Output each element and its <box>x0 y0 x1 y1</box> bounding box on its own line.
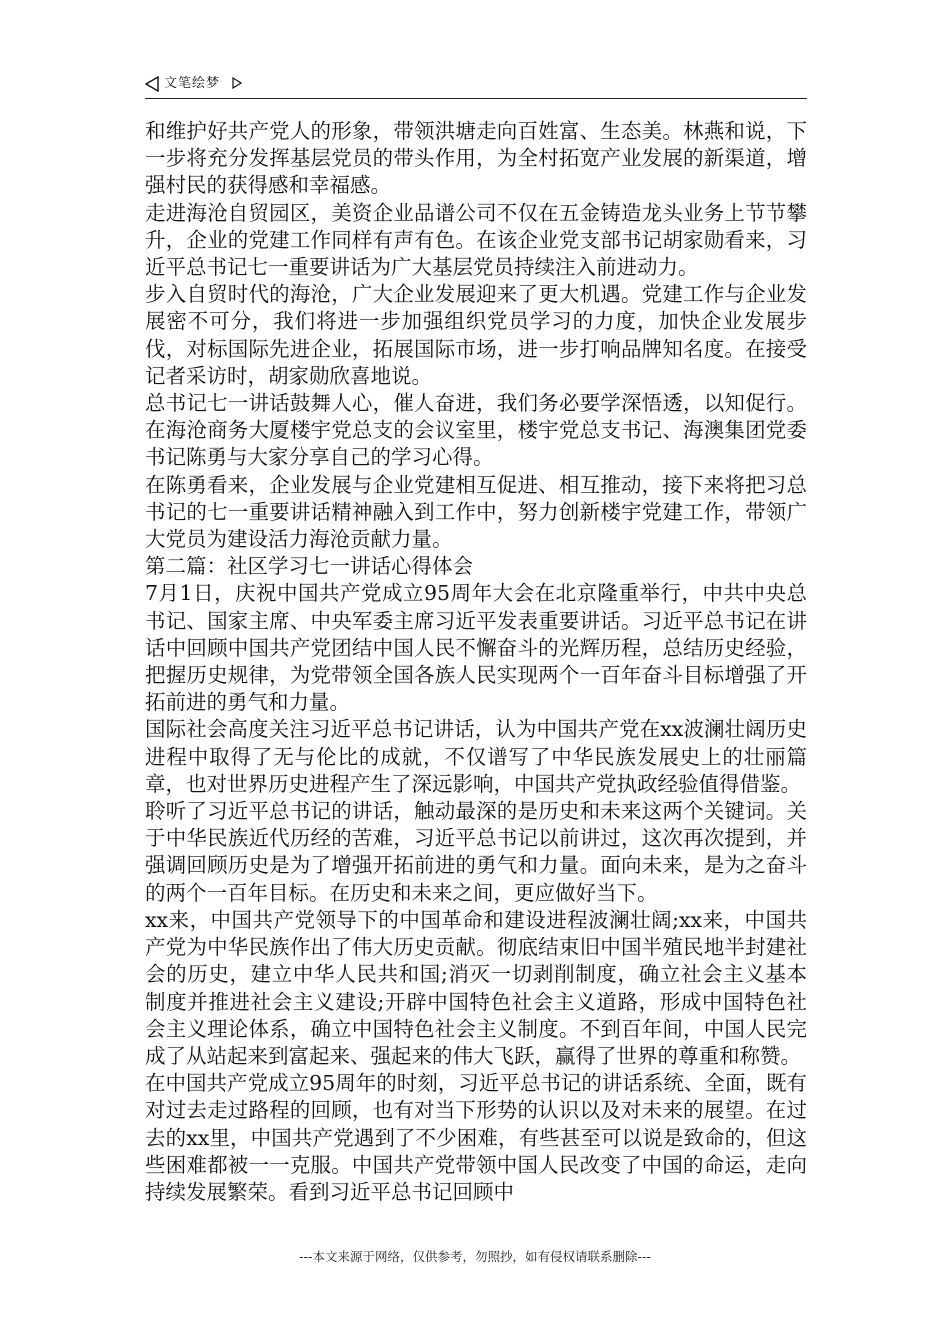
paragraph: 在中国共产党成立95周年的时刻，习近平总书记的讲话系统、全面，既有对过去走过路程的回顾，也有对当下形势的认识以及对未来的展望。在过去的xx里，中国共产党遇到了不少困难，有些甚至可以说是致命的，但这些困难都被一一克服。中国共产党带领中国人民改变了中国的命运，走向持续发展繁荣。看到习近平总书记回顾中 <box>145 1071 807 1204</box>
brand-name: 文笔绘梦 <box>164 76 221 91</box>
footer-disclaimer: ---本文来源于网络，仅供参考，勿照抄，如有侵权请联系删除--- <box>298 1249 652 1264</box>
paragraph: 7月1日，庆祝中国共产党成立95周年大会在北京隆重举行，中共中央总书记、国家主席、中央军委主席习近平发表重要讲话。习近平总书记在讲话中回顾中国共产党团结中国人民不懈奋斗的光辉历程，总结历史经验，把握历史规律，为党带领全国各族人民实现两个一百年奋斗目标增强了开拓前进的勇气和力量。 <box>145 581 807 715</box>
section-heading: 第二篇：社区学习七一讲话心得体会 <box>145 554 473 579</box>
document-body <box>145 118 807 1206</box>
header-divider <box>145 98 807 99</box>
paragraph: 国际社会高度关注习近平总书记讲话，认为中国共产党在xx波澜壮阔历史进程中取得了无与伦比的成就，不仅谱写了中华民族发展史上的壮丽篇章，也对世界历史进程产生了深远影响，中国共产党执政经验值得借鉴。 <box>145 717 807 796</box>
page-header <box>145 74 807 98</box>
paragraph: 和维护好共产党人的形象，带领洪塘走向百姓富、生态美。林燕和说，下一步将充分发挥基层党员的带头作用，为全村拓宽产业发展的新渠道，增强村民的获得感和幸福感。 <box>145 119 807 198</box>
triangle-left-icon <box>145 76 159 92</box>
paragraph: 步入自贸时代的海沧，广大企业发展迎来了更大机遇。党建工作与企业发展密不可分，我们将进一步加强组织党员学习的力度，加快企业发展步伐，对标国际先进企业，拓展国际市场，进一步打响品牌知名度。在接受记者采访时，胡家勋欣喜地说。 <box>145 282 807 388</box>
paragraph: 总书记七一讲话鼓舞人心，催人奋进，我们务必要学深悟透，以知促行。在海沧商务大厦楼宇党总支的会议室里，楼宇党总支书记、海澳集团党委书记陈勇与大家分享自己的学习心得。 <box>145 391 807 470</box>
paragraph: xx来，中国共产党领导下的中国革命和建设进程波澜壮阔;xx来，中国共产党为中华民族作出了伟大历史贡献。彻底结束旧中国半殖民地半封建社会的历史，建立中华人民共和国;消灭一切剥削制度，确立社会主义基本制度并推进社会主义建设;开辟中国特色社会主义道路，形成中国特色社会主义理论体系，确立中国特色社会主义制度。不到百年间，中国人民完成了从站起来到富起来、强起来的伟大飞跃，赢得了世界的尊重和称赞。 <box>145 907 807 1068</box>
paragraph: 走进海沧自贸园区，美资企业品谱公司不仅在五金铸造龙头业务上节节攀升，企业的党建工作同样有声有色。在该企业党支部书记胡家勋看来，习近平总书记七一重要讲话为广大基层党员持续注入前进动力。 <box>145 200 807 280</box>
paragraph: 在陈勇看来，企业发展与企业党建相互促进、相互推动，接下来将把习总书记的七一重要讲话精神融入到工作中，努力创新楼宇党建工作，带领广大党员为建设活力海沧贡献力量。 <box>145 472 807 552</box>
paragraph: 聆听了习近平总书记的讲话，触动最深的是历史和未来这两个关键词。关于中华民族近代历经的苦难，习近平总书记以前讲过，这次再次提到，并强调回顾历史是为了增强开拓前进的勇气和力量。面向未来，是为之奋斗的两个一百年目标。在历史和未来之间，更应做好当下。 <box>145 799 807 905</box>
triangle-right-icon <box>232 77 242 89</box>
